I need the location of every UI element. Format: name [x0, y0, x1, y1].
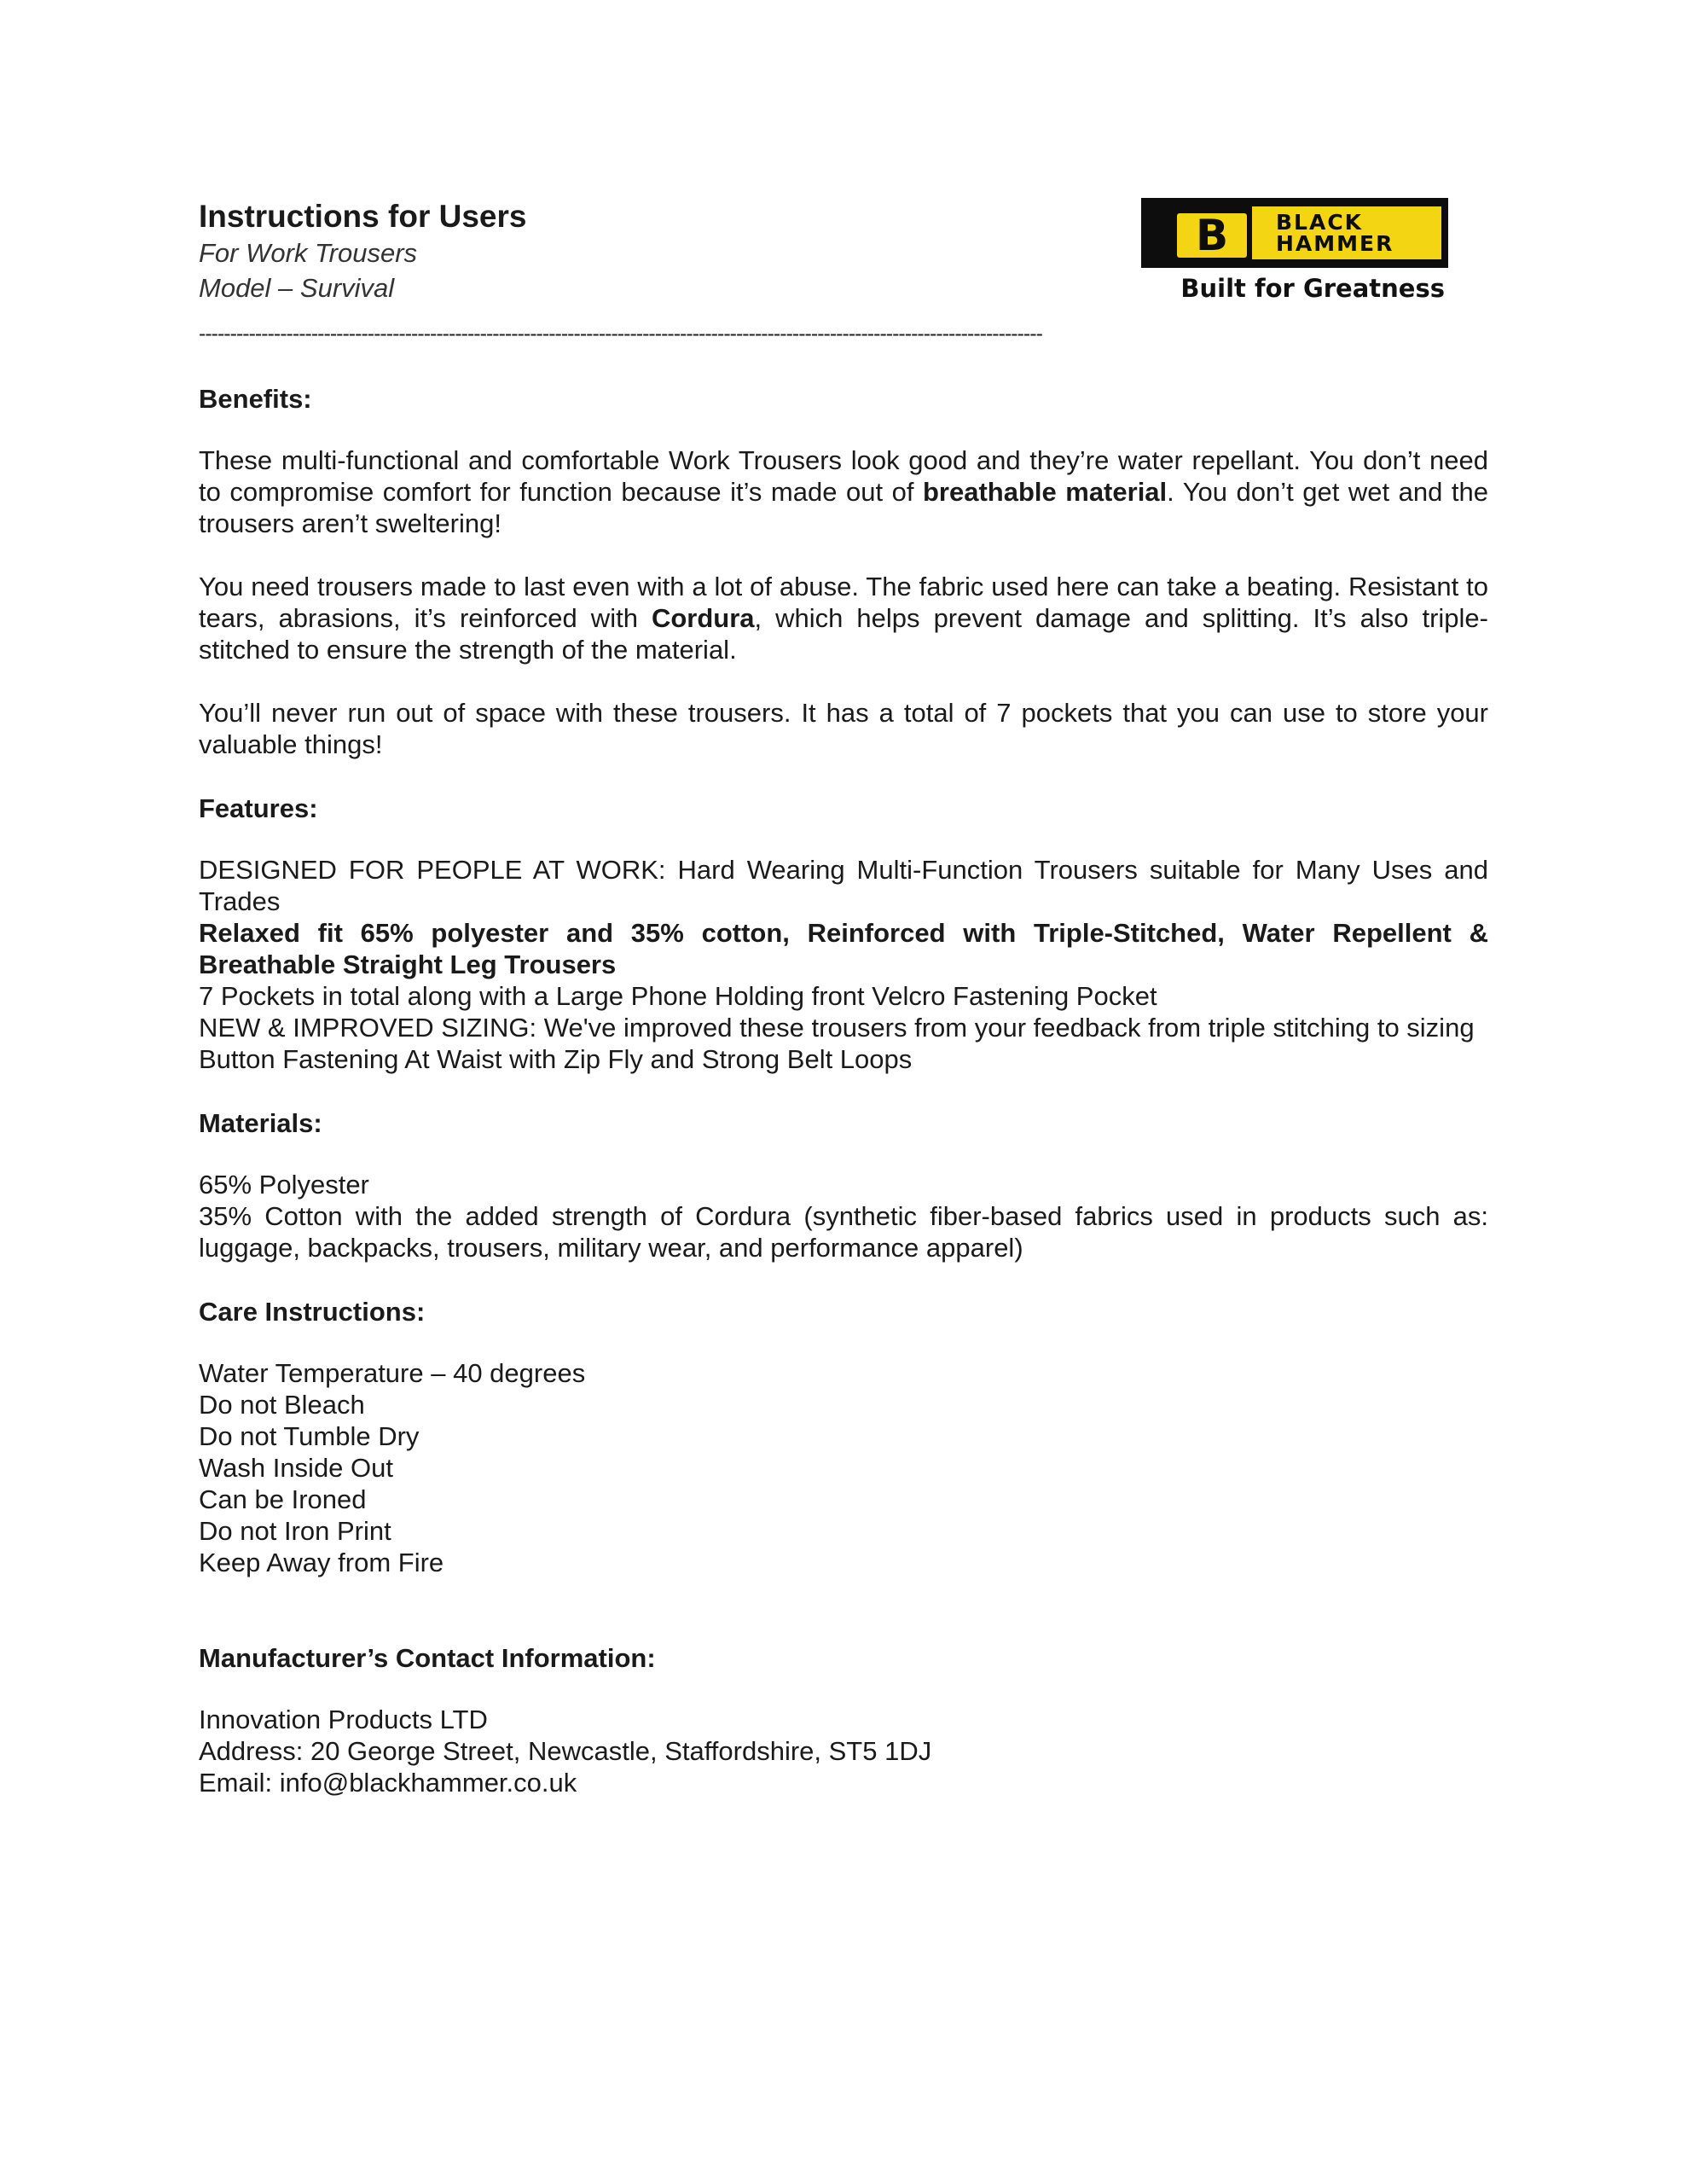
benefits-p1-emphasis: breathable material — [922, 477, 1168, 507]
care-item: Do not Iron Print — [199, 1516, 391, 1546]
care-item: Wash Inside Out — [199, 1453, 394, 1483]
header-divider: --------------------------------------------------------------------------------------------------------------------------------------- — [199, 322, 1042, 345]
document-page — [199, 196, 1488, 1798]
document-header — [199, 198, 1488, 326]
benefits-paragraph-2 — [199, 571, 1488, 665]
contact-company: Innovation Products LTD — [199, 1705, 488, 1734]
care-item: Water Temperature – 40 degrees — [199, 1358, 586, 1388]
materials-section — [199, 1107, 1488, 1263]
feature-item: NEW & IMPROVED SIZING: We've improved these trousers from your feedback from triple stitching to sizing — [199, 1013, 1475, 1043]
logo-letter: B — [1177, 213, 1247, 258]
contact-section — [199, 1641, 1488, 1798]
logo-word-hammer: HAMMER — [1276, 231, 1394, 256]
document-subtitle-product: For Work Trousers — [199, 238, 418, 268]
care-item: Do not Bleach — [199, 1390, 365, 1420]
benefits-heading: Benefits: — [199, 384, 312, 414]
feature-item: Button Fastening At Waist with Zip Fly and Strong Belt Loops — [199, 1044, 913, 1074]
care-section — [199, 1295, 1488, 1578]
benefits-p1-text-end: . You don’t get wet and the trousers aren’t sweltering! — [199, 477, 1488, 538]
logo-tagline: Built for Greatness — [1180, 274, 1445, 303]
materials-heading: Materials: — [199, 1108, 322, 1138]
contact-address: Address: 20 George Street, Newcastle, Staffordshire, ST5 1DJ — [199, 1736, 932, 1766]
feature-item: 7 Pockets in total along with a Large Phone Holding front Velcro Fastening Pocket — [199, 981, 1157, 1011]
logo-word-black: BLACK — [1276, 210, 1364, 235]
benefits-paragraph-1 — [199, 444, 1488, 539]
benefits-section — [199, 382, 1488, 760]
logo-wordmark — [1252, 206, 1441, 259]
features-heading: Features: — [199, 793, 318, 823]
care-item: Do not Tumble Dry — [199, 1421, 420, 1451]
document-title: Instructions for Users — [199, 199, 527, 234]
material-item: 65% Polyester — [199, 1170, 369, 1199]
logo-plate — [1141, 198, 1448, 268]
benefits-paragraph-3: You’ll never run out of space with these trousers. It has a total of 7 pockets that you can use to store your valuable things! — [199, 698, 1488, 759]
care-item: Can be Ironed — [199, 1484, 367, 1514]
document-subtitle-model: Model – Survival — [199, 273, 395, 303]
contact-heading: Manufacturer’s Contact Information: — [199, 1643, 656, 1673]
care-heading: Care Instructions: — [199, 1297, 426, 1327]
material-item: 35% Cotton with the added strength of Cordura (synthetic fiber-based fabrics used in products such as: luggage, backpacks, trousers, military wear, and performance apparel) — [199, 1201, 1488, 1263]
feature-item: DESIGNED FOR PEOPLE AT WORK: Hard Wearing Multi-Function Trousers suitable for Many Uses and Trades — [199, 855, 1488, 916]
feature-item-bold: Relaxed fit 65% polyester and 35% cotton, Reinforced with Triple-Stitched, Water Repellent & Breathable Straight Leg Trousers — [199, 918, 1488, 979]
features-section — [199, 792, 1488, 1075]
benefits-p2-text-end: , which helps prevent damage and splitting. It’s also triple-stitched to ensure the strength of the material. — [199, 603, 1488, 665]
benefits-p2-emphasis: Cordura — [651, 603, 755, 633]
benefits-p2-text: You need trousers made to last even with a lot of abuse. The fabric used here can take a beating. Resistant to tears, abrasions, it’s reinforced with — [199, 572, 1488, 633]
care-item: Keep Away from Fire — [199, 1548, 444, 1577]
brand-logo — [1141, 198, 1448, 305]
benefits-p1-text: These multi-functional and comfortable Work Trousers look good and they’re water repellant. You don’t need to compromise comfort for function because it’s made out of — [199, 445, 1488, 507]
contact-email: Email: info@blackhammer.co.uk — [199, 1768, 577, 1798]
